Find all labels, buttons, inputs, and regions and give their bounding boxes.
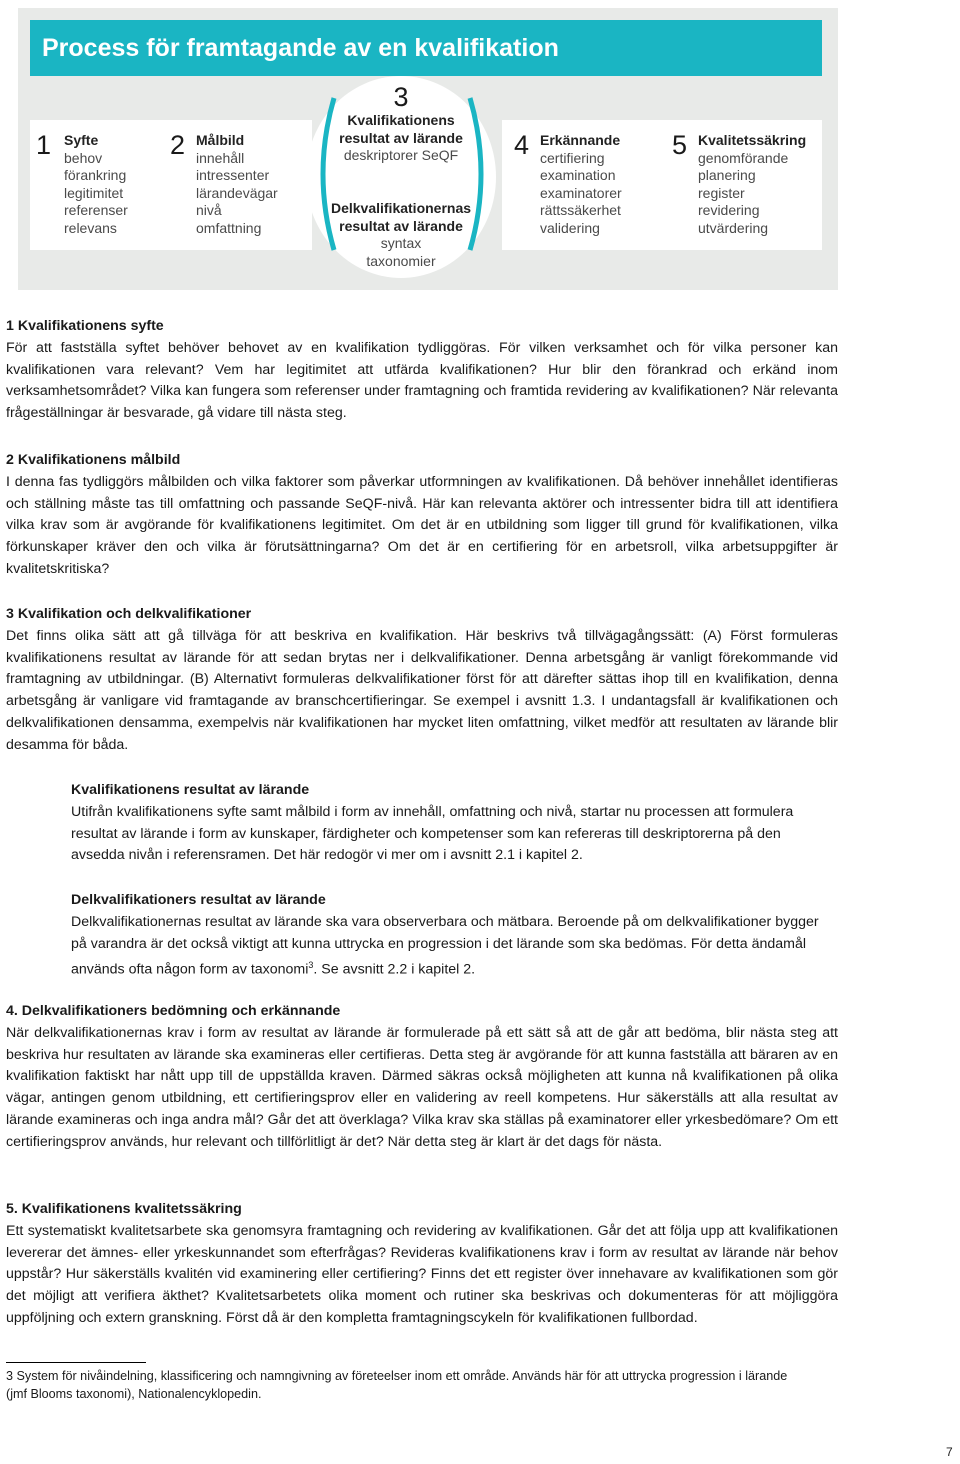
step-lines <box>196 132 278 237</box>
step-item: genomförande <box>698 149 789 166</box>
step-item: referenser <box>64 202 128 218</box>
step-item: validering <box>540 219 600 236</box>
section-heading: 5. Kvalifikationens kvalitetssäkring <box>6 1201 242 1217</box>
step-item: förankring <box>64 167 127 183</box>
step-item: planering <box>698 167 756 183</box>
footnote-ref[interactable]: 3 <box>308 960 314 971</box>
section-heading: 1 Kvalifikationens syfte <box>6 318 164 334</box>
center-heading-line: Kvalifikationens <box>347 112 455 128</box>
section-paragraph: I denna fas tydliggörs målbilden och vilka faktorer som påverkar utformningen av kvalifikationen. Då behöver innehållet identifieras och ställning måste tas till omfattning och passande SeQF-nivå. Här kan relevanta aktörer och intressenter bidra till att identifiera vilka krav som är avgörande för kvalifikationens legitimitet. Om det är en utbildning som ligger till grund för kvalifikationen, vilka förkunskaper kräver den och vilka är förutsättningarna? Om det är en certifiering för en arbetsroll, vilka arbetsuppgifter är kvalitetskritiska? <box>6 473 838 577</box>
step-item: legitimitet <box>64 184 124 201</box>
page-number: 7 <box>946 1445 953 1459</box>
step-item: intressenter <box>196 167 270 183</box>
right-bracket-icon <box>466 94 494 254</box>
section-4 <box>6 1001 838 1154</box>
left-bracket-icon <box>310 94 338 254</box>
text-part: Delkvalifikationernas resultat av lärande ska vara observerbara och mätbara. Beroende på om delkvalifikationer bygger på varandra är det också viktigt att kunna uttrycka en progression i det lärande som ska bedömas. För detta ändamål används ofta någon form av taxonomi <box>71 913 819 979</box>
subsection-kvalifikation <box>71 780 831 867</box>
step-item: rättssäkerhet <box>540 202 621 218</box>
step-number: 5 <box>672 130 688 160</box>
step-heading: Målbild <box>196 132 245 148</box>
step-lines <box>540 132 622 237</box>
center-heading-line: resultat av lärande <box>339 217 463 234</box>
section-paragraph: När delkvalifikationernas krav i form av resultat av lärande är formulerade på ett sätt så att de går att bedöma, blir nästa steg att beskriva hur resultaten av lärande ska examineras eller certifieras. Detta steg är avgörande för att kunna fastställa att bäraren av en kvalifikation faktiskt har nått upp till de uppställda kraven. Därmed säkras också möjligheten att kunna nå kvalifikationen på olika vägar, antingen genom utbildning, ett certifieringsprov eller en validering av reell kompetens. Hur säkerställs att alla resultat av lärande examineras och inga andra mål? Går det att överklaga? Vilka krav ska ställas på examinatorer eller yrkesbedömare? Om ett certifieringsprov används, hur relevant och tillförlitligt är det? När detta steg är klart är det dags för nästa. <box>6 1024 838 1150</box>
step-lines <box>698 132 806 237</box>
footnote-divider <box>6 1362 146 1363</box>
step-number: 2 <box>170 130 186 160</box>
step-item: revidering <box>698 202 760 218</box>
subsection-heading: Kvalifikationens resultat av lärande <box>71 782 310 798</box>
section-paragraph: För att fastställa syftet behöver behovet av en kvalifikation tydliggöras. För vilken verksamhet och för vilka personer kan kvalifikationen vara relevant? Vem har legitimitet att utfärda kvalifikationen? Hur blir den förankrad och erkänd inom verksamhetsområdet? Vilka kan fungera som referenser under framtagning och framtida revidering av kvalifikationen? När relevanta frågeställningar är besvarade, gå vidare till nästa steg. <box>6 339 838 422</box>
step-item: nivå <box>196 202 222 218</box>
center-heading-line: resultat av lärande <box>339 129 463 146</box>
figure-title: Process för framtagande av en kvalifikation <box>30 20 822 76</box>
center-heading-line: Delkvalifikationernas <box>330 200 472 216</box>
process-figure <box>18 8 838 290</box>
step-item: register <box>698 184 745 201</box>
text-part: . Se avsnitt 2.2 i kapitel 2. <box>313 962 476 979</box>
step-2-box <box>156 120 312 250</box>
step-item: omfattning <box>196 219 262 236</box>
footnote: 3 System för nivåindelning, klassificering och namngivning av företeelser inom ett område. Används här för att uttrycka progression i lärande (jmf Blooms taxonomi), Nationalencyklopedin. <box>6 1369 788 1401</box>
step-5-box <box>658 120 822 250</box>
section-1 <box>6 316 838 425</box>
center-item: syntax <box>380 235 422 251</box>
step-item: certifiering <box>540 149 605 166</box>
section-heading: 2 Kvalifikationens målbild <box>6 452 181 468</box>
step-item: lärandevägar <box>196 184 278 201</box>
step-heading: Syfte <box>64 132 99 148</box>
center-item: deskriptorer SeQF <box>343 147 459 163</box>
step-heading: Erkännande <box>540 132 621 148</box>
section-2 <box>6 450 838 581</box>
subsection-paragraph: Utifrån kvalifikationens syfte samt målbild i form av innehåll, omfattning och nivå, startar nu processen att formulera resultat av lärande i form av kunskaper, färdigheter och kompetenser som kan refereras till deskriptorerna på den avsedda nivån i referensramen. Det här redogör vi mer om i avsnitt 2.1 i kapitel 2. <box>71 803 794 864</box>
section-paragraph: Det finns olika sätt att gå tillväga för att beskriva en kvalifikation. Här beskrivs två tillvägagångssätt: (A) Först formuleras kvalifikationens resultat av lärande för att sedan brytas ner i delkvalifikationer. Denna arbetsgång är vanligt förekommande vid framtagning av utbildningar. (B) Alternativt formuleras delkvalifikationer först för att därefter sättas ihop till en kvalifikation, denna arbetsgång är vanligare vid framtagande av branschcertifieringar. Se exempel i avsnitt 1.3. I undantagsfall är kvalifikationen och delkvalifikationen densamma, exempelvis när kvalifikationen har mycket liten omfattning, vilket medför att resultaten av lärande blir desamma för båda. <box>6 627 838 753</box>
step-lines <box>64 132 128 237</box>
subsection-heading: Delkvalifikationers resultat av lärande <box>71 892 326 908</box>
section-paragraph: Ett systematiskt kvalitetsarbete ska genomsyra framtagning och revidering av kvalifikationen. Går det att följa upp att kvalifikationen levererar det ämnes- eller yrkeskunnandet som efterfrågas? Revideras kvalifikationens krav i form av resultat av lärande när behov uppstår? Hur säkerställs kvalitén vid examinering eller certifiering? Finns det ett register över innehavare av kvalifikationen som gör det möjligt att verifiera äkthet? Kvalitetsarbetets olika moment och rutiner ska beskrivas och dokumenteras för att möjliggöra uppföljning och extern granskning. Först då är den kompletta framtagningscykeln för kvalifikationen fullbordad. <box>6 1222 838 1326</box>
section-5 <box>6 1199 838 1330</box>
step-item: innehåll <box>196 149 245 166</box>
step-item: examinatorer <box>540 184 622 201</box>
step-number: 3 <box>393 82 409 112</box>
center-item: taxonomier <box>366 252 436 269</box>
section-heading: 4. Delkvalifikationers bedömning och erkännande <box>6 1003 341 1019</box>
step-item: behov <box>64 149 103 166</box>
subsection-paragraph <box>71 912 831 982</box>
step-item: examination <box>540 167 616 183</box>
step-4-box <box>502 120 658 250</box>
step-number: 1 <box>36 130 52 160</box>
section-3 <box>6 604 838 757</box>
step-1-box <box>30 120 156 250</box>
step-item: relevans <box>64 219 117 236</box>
step-item: utvärdering <box>698 219 769 236</box>
step-number: 4 <box>514 130 530 160</box>
subsection-delkvalifikation <box>71 890 831 982</box>
step-heading: Kvalitetssäkring <box>698 132 807 148</box>
section-heading: 3 Kvalifikation och delkvalifikationer <box>6 606 252 622</box>
